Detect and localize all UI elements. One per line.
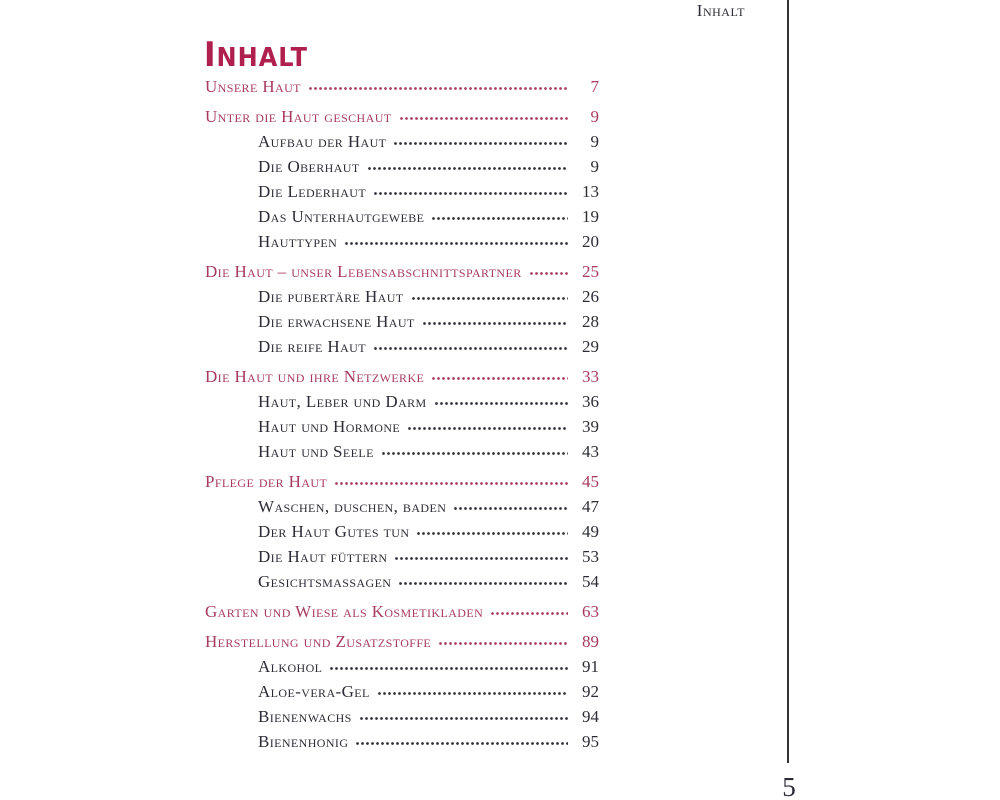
page-title: INHALT: [204, 36, 308, 75]
toc-entry-label: Das Unterhautgewebe: [258, 207, 425, 226]
toc-entry-label: Haut und Seele: [258, 442, 374, 461]
dot-leader: [529, 270, 568, 277]
toc-entry-page: 19: [582, 207, 599, 226]
folio-page-number: 5: [782, 772, 796, 800]
toc-entry-label: Die Haut und ihre Netzwerke: [205, 367, 425, 386]
toc-entry: [205, 309, 599, 334]
toc-entry-page: 89: [582, 632, 599, 651]
dot-leader: [344, 240, 568, 247]
dot-leader: [373, 345, 568, 352]
dot-leader: [381, 450, 568, 457]
toc-entry-page: 9: [590, 132, 599, 151]
dot-leader: [377, 690, 568, 697]
dot-leader: [355, 740, 568, 747]
toc-entry-label: Pflege der Haut: [205, 472, 328, 491]
toc-entry-page: 53: [582, 547, 599, 566]
dot-leader: [490, 610, 568, 617]
toc-entry-page: 7: [590, 77, 599, 96]
toc-entry-label: Die reife Haut: [258, 337, 366, 356]
toc-entry: [205, 414, 599, 439]
toc-entry: [205, 519, 599, 544]
dot-leader: [398, 580, 568, 587]
dot-leader: [416, 530, 568, 537]
dot-leader: [334, 480, 568, 487]
dot-leader: [308, 85, 568, 92]
toc-entry-label: Bienenhonig: [258, 732, 349, 751]
toc-entry-label: Alkohol: [258, 657, 323, 676]
toc-entry-page: 63: [582, 602, 599, 621]
dot-leader: [438, 640, 568, 647]
toc-entry-label: Die pubertäre Haut: [258, 287, 404, 306]
dot-leader: [453, 505, 568, 512]
toc-entry-page: 91: [582, 657, 599, 676]
toc-entry: [205, 129, 599, 154]
toc-entry: [205, 284, 599, 309]
dot-leader: [367, 165, 568, 172]
toc-entry: [205, 74, 599, 99]
dot-leader: [373, 190, 568, 197]
toc-entry: [205, 569, 599, 594]
toc-entry-page: 33: [582, 367, 599, 386]
toc-entry: [205, 679, 599, 704]
toc-entry: [205, 704, 599, 729]
toc-entry-page: 29: [582, 337, 599, 356]
toc-entry: [205, 544, 599, 569]
toc-entry-page: 54: [582, 572, 599, 591]
dot-leader: [411, 295, 568, 302]
running-header: Inhalt: [696, 1, 745, 20]
toc-entry: [205, 389, 599, 414]
dot-leader: [431, 375, 568, 382]
toc-entry: [205, 599, 599, 624]
toc-entry-page: 92: [582, 682, 599, 701]
toc-entry-page: 43: [582, 442, 599, 461]
toc-entry: [205, 494, 599, 519]
toc-list: [205, 74, 599, 754]
dot-leader: [329, 665, 568, 672]
dot-leader: [394, 555, 568, 562]
toc-entry: [205, 364, 599, 389]
dot-leader: [422, 320, 568, 327]
toc-entry: [205, 229, 599, 254]
toc-entry-label: Herstellung und Zusatzstoffe: [205, 632, 432, 651]
toc-entry-label: Bienenwachs: [258, 707, 352, 726]
dot-leader: [434, 400, 568, 407]
toc-entry: [205, 179, 599, 204]
toc-entry-page: 47: [582, 497, 599, 516]
toc-entry-label: Haut und Hormone: [258, 417, 401, 436]
margin-rule: [787, 0, 789, 763]
toc-entry-page: 9: [590, 157, 599, 176]
toc-entry-label: Gesichtsmassagen: [258, 572, 392, 591]
toc-entry: [205, 259, 599, 284]
toc-entry-label: Die Lederhaut: [258, 182, 367, 201]
toc-entry: [205, 334, 599, 359]
toc-entry-page: 9: [590, 107, 599, 126]
toc-entry-label: Der Haut Gutes tun: [258, 522, 410, 541]
toc-entry-page: 28: [582, 312, 599, 331]
toc-entry-label: Unsere Haut: [205, 77, 301, 96]
toc-entry-page: 13: [582, 182, 599, 201]
toc-entry-label: Aloe-vera-Gel: [258, 682, 370, 701]
toc-entry: [205, 654, 599, 679]
toc-entry: [205, 204, 599, 229]
dot-leader: [359, 715, 568, 722]
toc-entry-label: Unter die Haut geschaut: [205, 107, 392, 126]
dot-leader: [393, 140, 568, 147]
toc-entry-page: 36: [582, 392, 599, 411]
toc-entry-label: Aufbau der Haut: [258, 132, 387, 151]
toc-entry: [205, 729, 599, 754]
toc-entry: [205, 469, 599, 494]
dot-leader: [431, 215, 568, 222]
toc-entry-label: Die erwachsene Haut: [258, 312, 415, 331]
toc-entry-label: Hauttypen: [258, 232, 338, 251]
toc-entry-page: 20: [582, 232, 599, 251]
toc-entry: [205, 104, 599, 129]
toc-entry-label: Waschen, duschen, baden: [258, 497, 447, 516]
toc-entry: [205, 629, 599, 654]
toc-entry-label: Garten und Wiese als Kosmetikladen: [205, 602, 484, 621]
toc-entry-page: 25: [582, 262, 599, 281]
dot-leader: [407, 425, 568, 432]
toc-entry-page: 26: [582, 287, 599, 306]
toc-entry-label: Die Haut füttern: [258, 547, 388, 566]
toc-entry-label: Die Haut – unser Lebensabschnittspartner: [205, 262, 522, 281]
toc-entry-page: 94: [582, 707, 599, 726]
toc-entry-page: 95: [582, 732, 599, 751]
toc-entry-page: 39: [582, 417, 599, 436]
toc-entry-page: 45: [582, 472, 599, 491]
toc-entry-page: 49: [582, 522, 599, 541]
toc-entry-label: Die Oberhaut: [258, 157, 360, 176]
toc-entry-label: Haut, Leber und Darm: [258, 392, 427, 411]
toc-entry: [205, 154, 599, 179]
dot-leader: [399, 115, 569, 122]
toc-entry: [205, 439, 599, 464]
